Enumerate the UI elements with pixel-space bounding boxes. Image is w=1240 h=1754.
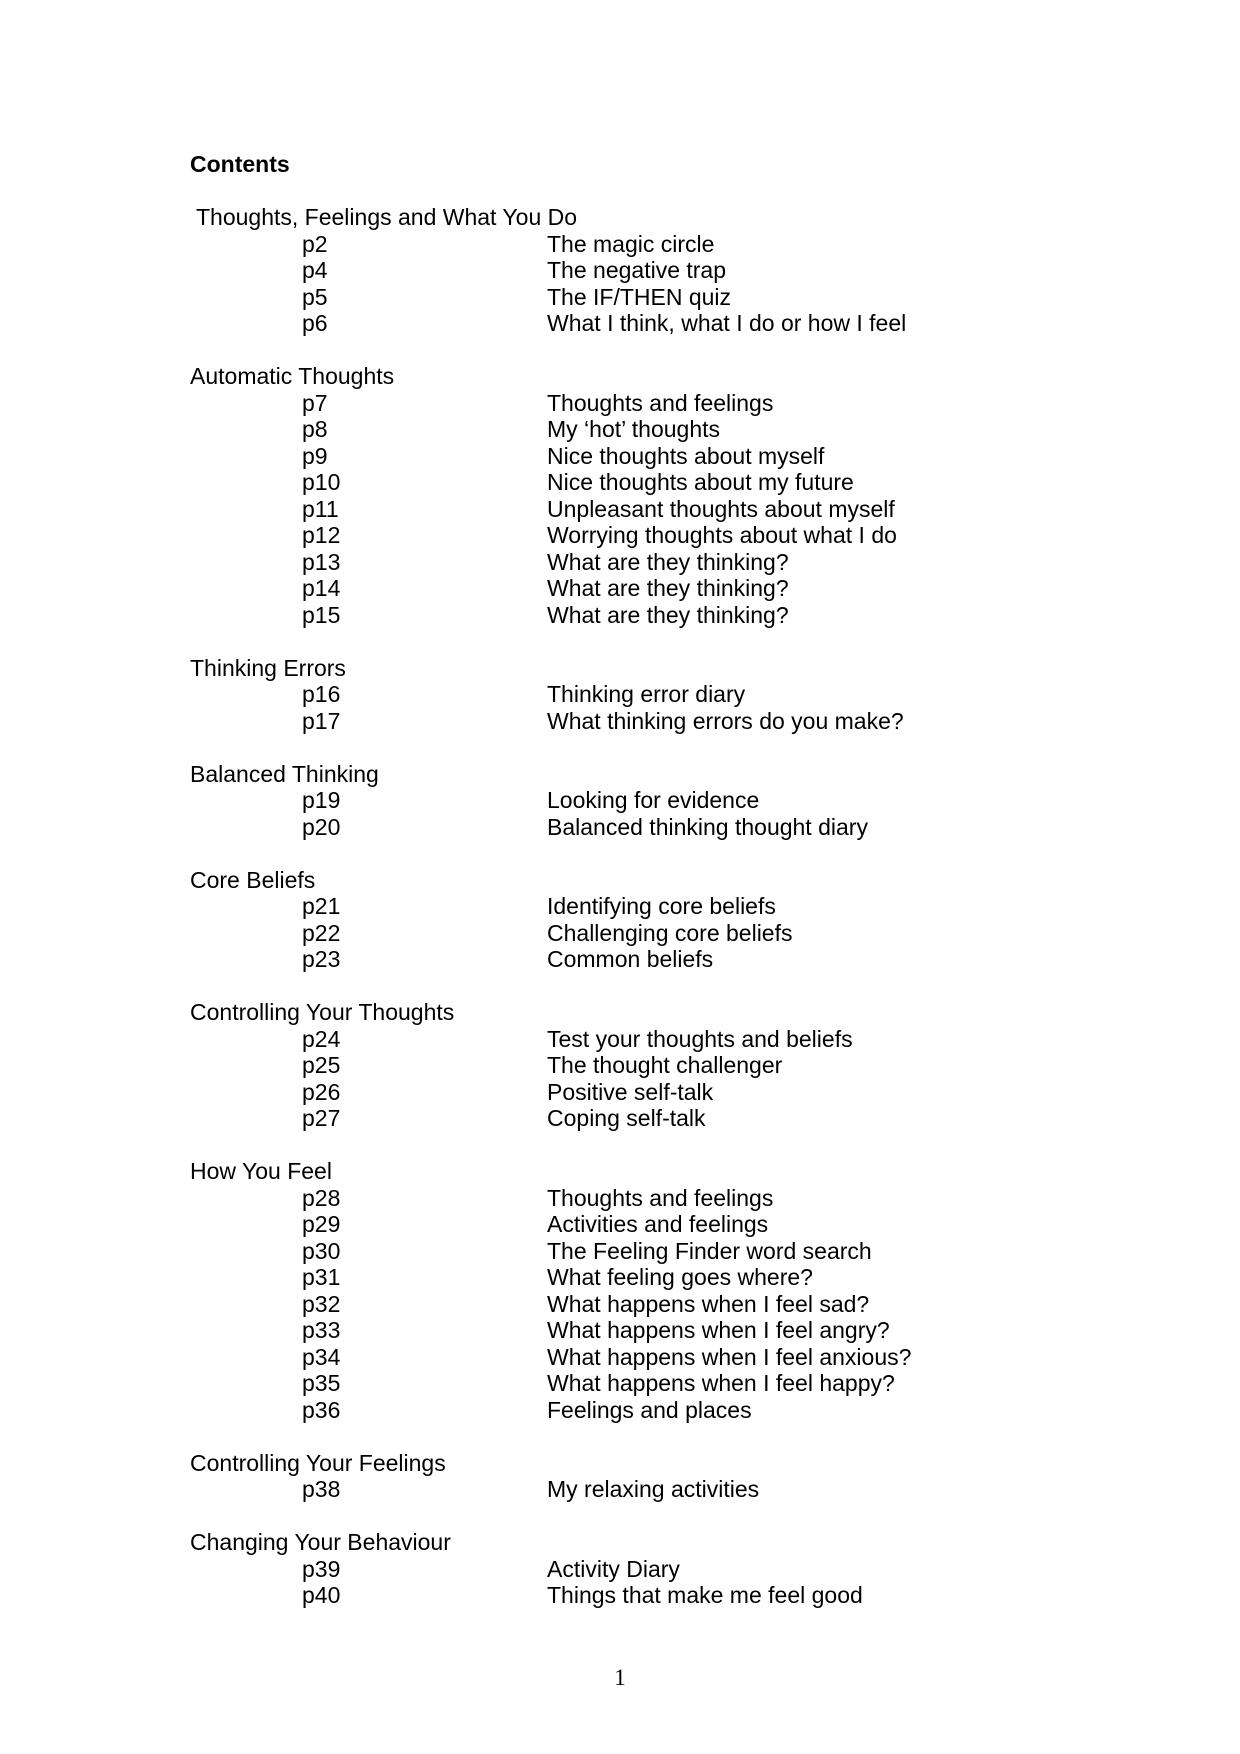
entry-page-ref: p2 xyxy=(302,230,328,257)
page-title: Contents xyxy=(190,151,290,177)
toc-entry xyxy=(190,1397,1090,1424)
toc-entry xyxy=(190,284,1090,311)
entry-label: Positive self-talk xyxy=(547,1078,714,1105)
toc-entry xyxy=(190,708,1090,735)
entry-label: Coping self-talk xyxy=(547,1105,706,1131)
entry-page-ref: p10 xyxy=(302,469,341,495)
entry-label: The thought challenger xyxy=(547,1052,783,1078)
section-title: How You Feel xyxy=(190,1158,332,1184)
entry-label: Activities and feelings xyxy=(547,1211,769,1237)
entry-label: What are they thinking? xyxy=(547,575,789,601)
entry-page-ref: p26 xyxy=(302,1078,341,1105)
entry-page-ref: p7 xyxy=(302,389,328,416)
toc-entry xyxy=(190,1317,1090,1344)
toc-entry xyxy=(190,496,1090,523)
entry-page-ref: p21 xyxy=(302,893,341,919)
toc-section xyxy=(190,655,1090,735)
toc-entry xyxy=(190,1344,1090,1371)
entry-page-ref: p40 xyxy=(302,1582,341,1608)
entry-label: Activity Diary xyxy=(547,1555,680,1582)
toc-entry xyxy=(190,1211,1090,1238)
toc-section xyxy=(190,1158,1090,1423)
entry-label: Worrying thoughts about what I do xyxy=(547,522,897,548)
toc-entry xyxy=(190,1476,1090,1503)
entry-label: What feeling goes where? xyxy=(547,1264,813,1290)
toc-entry xyxy=(190,681,1090,708)
toc-entry xyxy=(190,814,1090,841)
entry-label: What I think, what I do or how I feel xyxy=(547,310,907,336)
entry-label: What happens when I feel angry? xyxy=(547,1317,890,1343)
toc-entry xyxy=(190,416,1090,443)
toc-section xyxy=(190,363,1090,628)
page-number: 1 xyxy=(614,1665,626,1690)
entry-page-ref: p38 xyxy=(302,1476,341,1502)
section-title: Changing Your Behaviour xyxy=(190,1529,451,1555)
entry-page-ref: p32 xyxy=(302,1290,341,1317)
toc-entry xyxy=(190,893,1090,920)
entry-page-ref: p5 xyxy=(302,283,328,310)
entry-label: Common beliefs xyxy=(547,946,714,972)
entry-label: Test your thoughts and beliefs xyxy=(547,1025,853,1052)
toc-entry xyxy=(190,1079,1090,1106)
toc-section xyxy=(190,1450,1090,1503)
toc-section xyxy=(190,867,1090,973)
toc-entry xyxy=(190,1185,1090,1212)
toc-entry xyxy=(190,1026,1090,1053)
entry-page-ref: p22 xyxy=(302,919,341,946)
entry-page-ref: p6 xyxy=(302,310,328,336)
entry-page-ref: p28 xyxy=(302,1184,341,1211)
toc-entry xyxy=(190,257,1090,284)
entry-page-ref: p27 xyxy=(302,1105,341,1131)
entry-page-ref: p24 xyxy=(302,1025,341,1052)
entry-page-ref: p34 xyxy=(302,1343,341,1370)
entry-label: Feelings and places xyxy=(547,1396,752,1423)
entry-label: The IF/THEN quiz xyxy=(547,283,732,310)
entry-page-ref: p15 xyxy=(302,601,341,628)
toc-entry xyxy=(190,1052,1090,1079)
section-title: Controlling Your Thoughts xyxy=(190,999,455,1025)
toc-section xyxy=(190,1529,1090,1609)
entry-label: Looking for evidence xyxy=(547,787,760,813)
entry-label: Thoughts and feelings xyxy=(547,1184,774,1211)
toc-entry xyxy=(190,1582,1090,1609)
entry-label: Nice thoughts about myself xyxy=(547,442,825,469)
entry-label: What are they thinking? xyxy=(547,548,789,575)
section-title: Balanced Thinking xyxy=(190,760,379,787)
toc-entry xyxy=(190,390,1090,417)
entry-label: Thoughts and feelings xyxy=(547,389,774,416)
entry-label: What happens when I feel sad? xyxy=(547,1290,870,1317)
toc-entry xyxy=(190,1264,1090,1291)
entry-label: My ‘hot’ thoughts xyxy=(547,416,721,442)
entry-label: Things that make me feel good xyxy=(547,1582,863,1608)
entry-label: Challenging core beliefs xyxy=(547,919,793,946)
section-title: Automatic Thoughts xyxy=(190,363,395,389)
toc-entry xyxy=(190,443,1090,470)
entry-page-ref: p31 xyxy=(302,1264,341,1290)
entry-page-ref: p29 xyxy=(302,1211,341,1237)
entry-page-ref: p8 xyxy=(302,416,328,442)
entry-label: The Feeling Finder word search xyxy=(547,1237,872,1264)
entry-page-ref: p9 xyxy=(302,442,328,469)
toc-entry xyxy=(190,469,1090,496)
entry-label: Thinking error diary xyxy=(547,681,746,707)
toc-section xyxy=(190,999,1090,1132)
toc-entry xyxy=(190,310,1090,337)
entry-label: The magic circle xyxy=(547,230,715,257)
entry-page-ref: p25 xyxy=(302,1052,341,1078)
entry-page-ref: p33 xyxy=(302,1317,341,1343)
entry-label: What happens when I feel happy? xyxy=(547,1370,895,1396)
toc-entry xyxy=(190,549,1090,576)
entry-page-ref: p23 xyxy=(302,946,341,972)
section-title: Controlling Your Feelings xyxy=(190,1449,446,1476)
section-title: Thinking Errors xyxy=(190,654,346,681)
entry-page-ref: p13 xyxy=(302,548,341,575)
entry-page-ref: p12 xyxy=(302,522,341,548)
section-title: Core Beliefs xyxy=(190,866,316,893)
toc-entry xyxy=(190,1291,1090,1318)
toc-section xyxy=(190,204,1090,337)
toc-entry xyxy=(190,575,1090,602)
entry-page-ref: p20 xyxy=(302,813,341,840)
section-title: Thoughts, Feelings and What You Do xyxy=(196,204,578,230)
entry-label: The negative trap xyxy=(547,257,727,283)
entry-label: Nice thoughts about my future xyxy=(547,469,854,495)
toc-entry xyxy=(190,602,1090,629)
toc-entry xyxy=(190,946,1090,973)
entry-page-ref: p30 xyxy=(302,1237,341,1264)
entry-page-ref: p35 xyxy=(302,1370,341,1396)
entry-page-ref: p4 xyxy=(302,257,328,283)
toc-entry xyxy=(190,1370,1090,1397)
entry-page-ref: p17 xyxy=(302,707,341,734)
entry-page-ref: p39 xyxy=(302,1555,341,1582)
entry-label: What thinking errors do you make? xyxy=(547,707,904,734)
toc-entry xyxy=(190,522,1090,549)
toc-entry xyxy=(190,1105,1090,1132)
entry-label: What happens when I feel anxious? xyxy=(547,1343,912,1370)
entry-label: Unpleasant thoughts about myself xyxy=(547,495,895,522)
toc-entry xyxy=(190,920,1090,947)
toc-entry xyxy=(190,1556,1090,1583)
table-of-contents xyxy=(190,204,1090,1635)
toc-section xyxy=(190,761,1090,841)
entry-page-ref: p11 xyxy=(302,495,339,522)
entry-label: Balanced thinking thought diary xyxy=(547,813,868,840)
toc-entry xyxy=(190,231,1090,258)
entry-page-ref: p19 xyxy=(302,787,341,813)
toc-entry xyxy=(190,787,1090,814)
toc-entry xyxy=(190,1238,1090,1265)
entry-page-ref: p14 xyxy=(302,575,341,601)
entry-page-ref: p16 xyxy=(302,681,341,707)
entry-label: My relaxing activities xyxy=(547,1476,760,1502)
entry-label: What are they thinking? xyxy=(547,601,789,628)
entry-label: Identifying core beliefs xyxy=(547,893,776,919)
entry-page-ref: p36 xyxy=(302,1396,341,1423)
